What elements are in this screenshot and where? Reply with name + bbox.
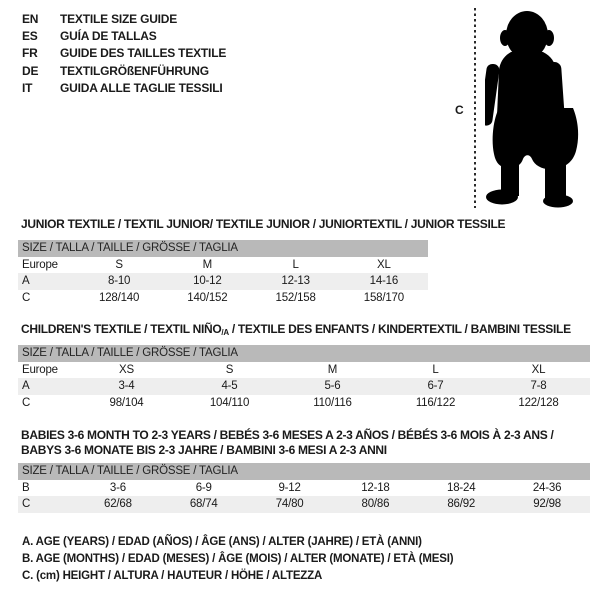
size-cell: 4-5 (221, 380, 238, 393)
size-cell: 128/140 (99, 291, 140, 304)
size-cell: 12-18 (361, 481, 390, 494)
language-code: IT (22, 80, 33, 95)
footnote-line: B. AGE (MONTHS) / EDAD (MESES) / ÂGE (MOIS) / ALTER (MONATE) / ETÀ (MESI) (22, 553, 454, 565)
table-title-text: /A (221, 328, 229, 337)
table-row (18, 496, 590, 513)
figure-height-label: C (455, 103, 464, 117)
size-cell: 74/80 (275, 498, 304, 511)
size-cell: S (225, 363, 234, 376)
row-label: A (22, 380, 30, 393)
table-row (18, 378, 590, 395)
language-row (22, 62, 226, 79)
size-cell: 152/158 (275, 291, 316, 304)
row-label: C (22, 396, 31, 409)
size-cell: 9-12 (278, 481, 301, 494)
size-cell: L (292, 258, 299, 271)
size-header-label: SIZE / TALLA / TAILLE / GRÖSSE / TAGLIA (22, 465, 238, 478)
table-row (18, 257, 428, 274)
table-title-text: BABYS 3-6 MONATE BIS 2-3 JAHRE / BAMBINI 3-6 MESI A 2-3 ANNI (21, 442, 387, 457)
row-label: Europe (22, 363, 58, 376)
size-cell: L (432, 363, 439, 376)
size-cell: 7-8 (530, 380, 547, 393)
size-cell: 8-10 (108, 275, 131, 288)
size-cell: 140/152 (187, 291, 228, 304)
size-cell: 6-9 (195, 481, 212, 494)
language-title: GUIDE DES TAILLES TEXTILE (60, 46, 227, 61)
language-row (22, 10, 226, 27)
size-cell: 86/92 (447, 498, 476, 511)
size-cell: 3-4 (118, 380, 135, 393)
size-cell: 110/116 (313, 396, 352, 409)
size-header-bar (18, 240, 428, 257)
row-label: A (22, 275, 30, 288)
size-header-label: SIZE / TALLA / TAILLE / GRÖSSE / TAGLIA (22, 347, 238, 360)
language-title: TEXTILE SIZE GUIDE (60, 11, 178, 26)
table-title-line (21, 428, 553, 443)
height-dotted-line (474, 8, 476, 208)
language-title: TEXTILGRÖßENFÜHRUNG (60, 63, 209, 78)
language-code: DE (22, 63, 39, 78)
table-title (21, 428, 553, 457)
table-row (18, 395, 590, 412)
row-label: C (22, 291, 31, 304)
language-code: EN (22, 11, 39, 26)
footnotes (22, 536, 453, 587)
size-cell: 12-13 (281, 275, 310, 288)
size-cell: 116/122 (415, 396, 456, 409)
size-cell: S (115, 258, 123, 271)
table-title (21, 322, 571, 341)
size-header-bar (18, 463, 590, 480)
size-cell: 6-7 (427, 380, 444, 393)
table-title-line (21, 443, 553, 458)
row-label: B (22, 481, 30, 494)
size-cell: XL (531, 363, 546, 376)
size-cell: 80/86 (361, 498, 390, 511)
size-table (18, 345, 590, 411)
table-row (18, 480, 590, 497)
size-cell: 122/128 (518, 396, 559, 409)
size-cell: XL (377, 258, 391, 271)
row-label: C (22, 498, 31, 511)
table-title-line (21, 217, 505, 232)
table-row (18, 273, 428, 290)
size-cell: XS (119, 363, 134, 376)
table-title-text: BABIES 3-6 MONTH TO 2-3 YEARS / BEBÉS 3-6 MESES A 2-3 AÑOS / BÉBÉS 3-6 MOIS À 2-3 ANS / (21, 428, 554, 442)
footnote-line: C. (cm) HEIGHT / ALTURA / HAUTEUR / HÖHE / ALTEZZA (22, 570, 323, 582)
size-cell: 68/74 (189, 498, 218, 511)
size-cell: 24-36 (532, 481, 562, 494)
table-row (18, 362, 590, 379)
language-row (22, 27, 226, 44)
size-cell: M (327, 363, 338, 376)
size-cell: 158/170 (363, 291, 404, 304)
size-header-bar (18, 345, 590, 362)
table-title-line (21, 322, 571, 341)
size-table (18, 240, 428, 306)
row-label: Europe (22, 258, 58, 271)
language-title: GUÍA DE TALLAS (60, 28, 157, 43)
size-cell: 18-24 (447, 481, 476, 494)
table-row (18, 290, 428, 307)
size-cell: 10-12 (193, 275, 222, 288)
size-cell: 3-6 (109, 481, 126, 494)
footnote-line: A. AGE (YEARS) / EDAD (AÑOS) / ÂGE (ANS) / ALTER (JAHRE) / ETÀ (ANNI) (22, 536, 422, 548)
size-cell: 92/98 (533, 498, 561, 511)
table-title-text: CHILDREN'S TEXTILE / TEXTIL NIÑO (21, 322, 222, 336)
language-row (22, 79, 226, 96)
size-cell: 98/104 (109, 396, 144, 409)
toddler-silhouette-icon (485, 8, 595, 208)
size-header-label: SIZE / TALLA / TAILLE / GRÖSSE / TAGLIA (22, 242, 238, 255)
language-list (22, 10, 226, 96)
size-cell: M (202, 258, 213, 271)
table-title-text: / TEXTILE DES ENFANTS / KINDERTEXTIL / BAMBINI TESSILE (228, 322, 571, 336)
size-cell: 14-16 (369, 275, 399, 288)
language-title: GUIDA ALLE TAGLIE TESSILI (60, 80, 223, 95)
table-title (21, 217, 505, 232)
size-cell: 62/68 (104, 498, 132, 511)
language-code: FR (22, 46, 38, 61)
size-cell: 5-6 (324, 380, 341, 393)
table-title-text: JUNIOR TEXTILE / TEXTIL JUNIOR/ TEXTILE JUNIOR / JUNIORTEXTIL / JUNIOR TESSILE (21, 217, 506, 231)
language-row (22, 45, 226, 62)
size-table (18, 463, 590, 513)
language-code: ES (22, 28, 38, 43)
size-cell: 104/110 (209, 396, 250, 409)
